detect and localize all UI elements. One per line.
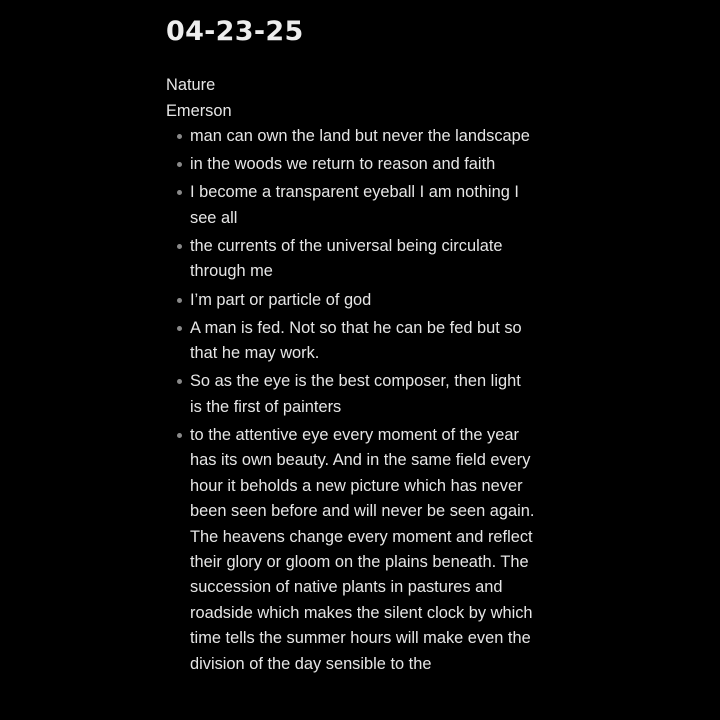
list-item[interactable] (166, 369, 535, 420)
note-line-author[interactable]: Emerson (166, 101, 232, 120)
list-item[interactable] (166, 180, 535, 231)
list-item-text: I’m part or particle of god (190, 290, 372, 309)
list-item-text: in the woods we return to reason and faith (190, 155, 496, 174)
bullet-dot-icon (177, 134, 182, 139)
note-line-nature[interactable]: Nature (166, 76, 216, 94)
bullet-dot-icon (177, 244, 182, 249)
bullet-list (166, 124, 546, 677)
list-item[interactable] (166, 152, 535, 177)
bullet-dot-icon (177, 190, 182, 195)
list-item-text: to the attentive eye every moment of the year has its own beauty. And in the same field every hour it beholds a new picture which has never been seen before and will never be seen again. The heavens change every moment and reflect their glory or gloom on the plains beneath. The succession of native plants in pastures and roadside which makes the silent clock by which time tells the summer hours will make even the division of the day sensible to the (190, 426, 535, 673)
list-item[interactable] (166, 124, 535, 149)
list-item[interactable] (166, 316, 535, 367)
list-item-text: So as the eye is the best composer, then light is the first of painters (190, 372, 521, 416)
list-item-text: A man is fed. Not so that he can be fed but so that he may work. (190, 318, 522, 363)
bullet-dot-icon (177, 298, 182, 303)
list-item[interactable] (166, 234, 535, 285)
note-body[interactable] (166, 14, 546, 680)
bullet-dot-icon (177, 379, 182, 384)
bullet-dot-icon (177, 162, 182, 167)
bullet-dot-icon (177, 433, 182, 438)
list-item[interactable] (166, 288, 535, 313)
note-title[interactable]: 04-23-25 (166, 16, 304, 47)
list-item[interactable] (166, 423, 535, 677)
bullet-dot-icon (177, 326, 182, 331)
list-item-text: the currents of the universal being circulate through me (190, 237, 503, 281)
list-item-text: man can own the land but never the landscape (190, 127, 530, 145)
list-item-text: I become a transparent eyeball I am nothing I see all (190, 183, 519, 227)
